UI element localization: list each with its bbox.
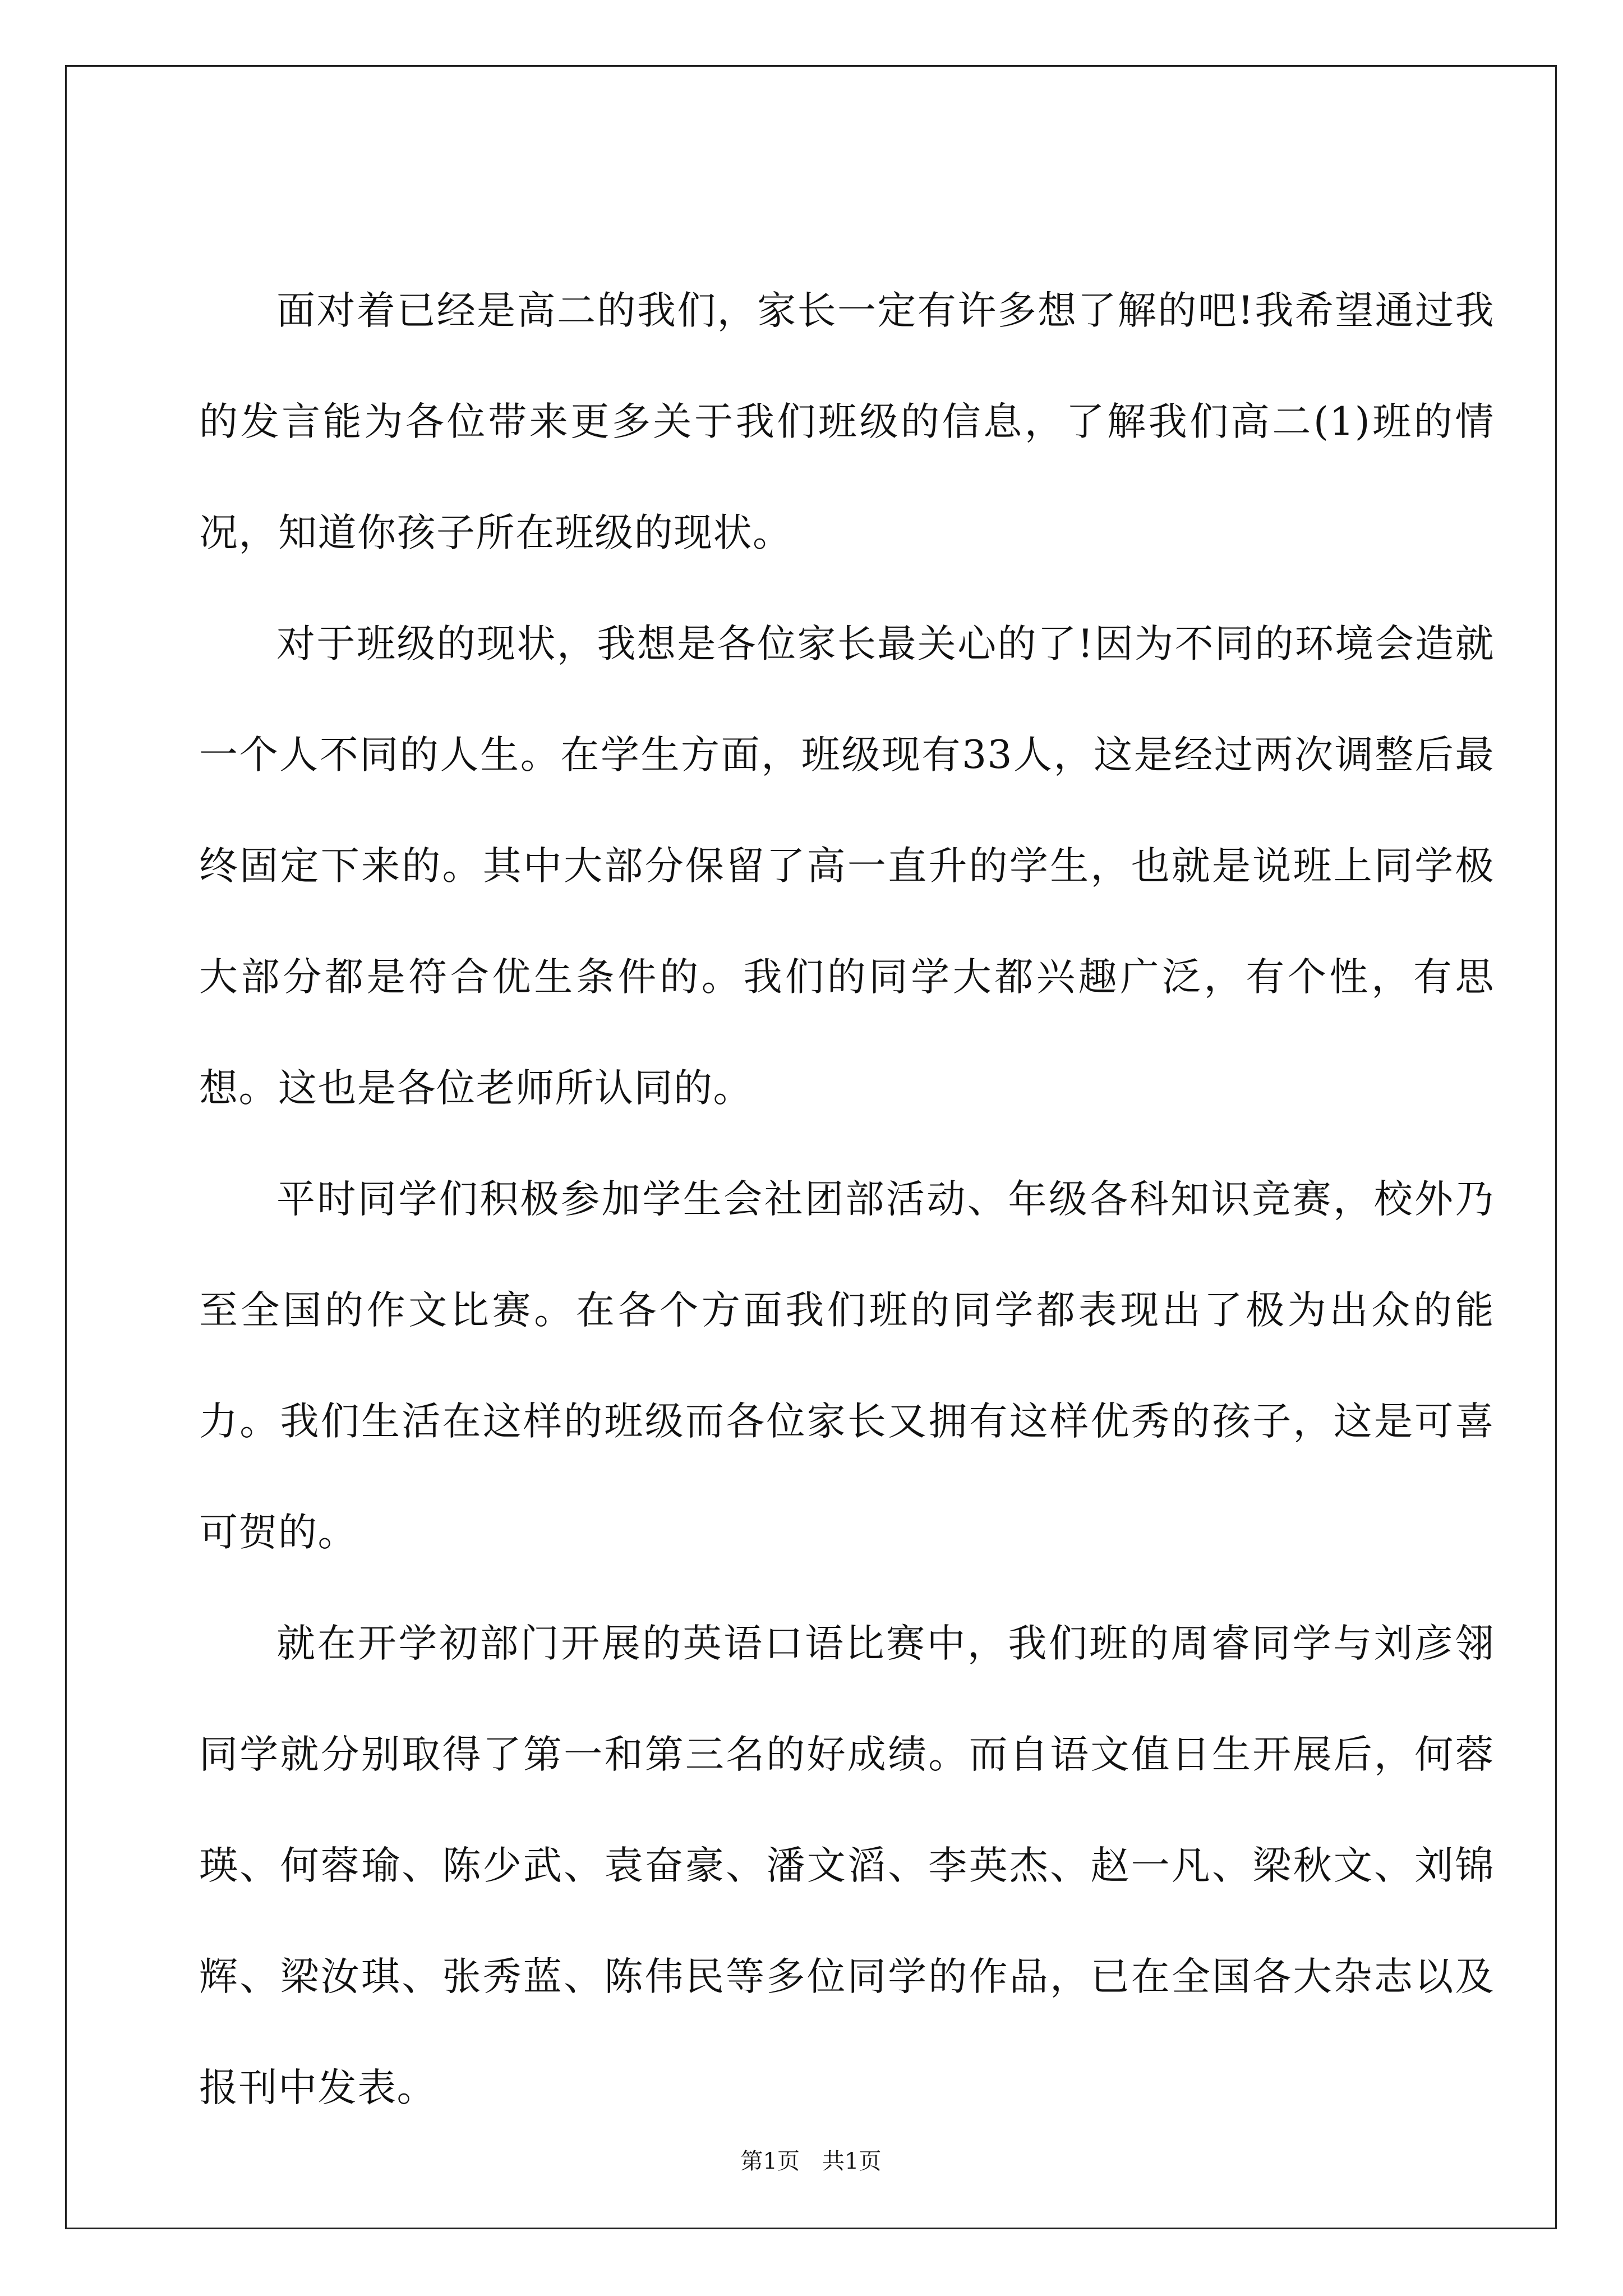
paragraph-2: 对于班级的现状，我想是各位家长最关心的了!因为不同的环境会造就一个人不同的人生。在学生方面，班级现有33人，这是经过两次调整后最终固定下来的。其中大部分保留了高一直升的学生，也就是说班上同学极大部分都是符合优生条件的。我们的同学大都兴趣广泛，有个性，有思想。这也是各位老师所认同的。 [199,622,1495,1111]
page-total: 共1页 [822,2148,882,2174]
page-footer [67,2145,1555,2178]
page-frame [65,65,1557,2229]
page-number: 第1页 [740,2148,800,2174]
document-body [199,255,1495,2143]
paragraph-3: 平时同学们积极参加学生会社团部活动、年级各科知识竞赛，校外乃至全国的作文比赛。在各个方面我们班的同学都表现出了极为出众的能力。我们生活在这样的班级而各位家长又拥有这样优秀的孩子，这是可喜可贺的。 [199,1177,1495,1555]
paragraph-4: 就在开学初部门开展的英语口语比赛中，我们班的周睿同学与刘彦翎同学就分别取得了第一和第三名的好成绩。而自语文值日生开展后，何蓉瑛、何蓉瑜、陈少武、袁奋豪、潘文滔、李英杰、赵一凡、梁秋文、刘锦辉、梁汝琪、张秀蓝、陈伟民等多位同学的作品，已在全国各大杂志以及报刊中发表。 [199,1621,1495,2110]
paragraph-1: 面对着已经是高二的我们，家长一定有许多想了解的吧!我希望通过我的发言能为各位带来更多关于我们班级的信息，了解我们高二(1)班的情况，知道你孩子所在班级的现状。 [199,288,1495,555]
